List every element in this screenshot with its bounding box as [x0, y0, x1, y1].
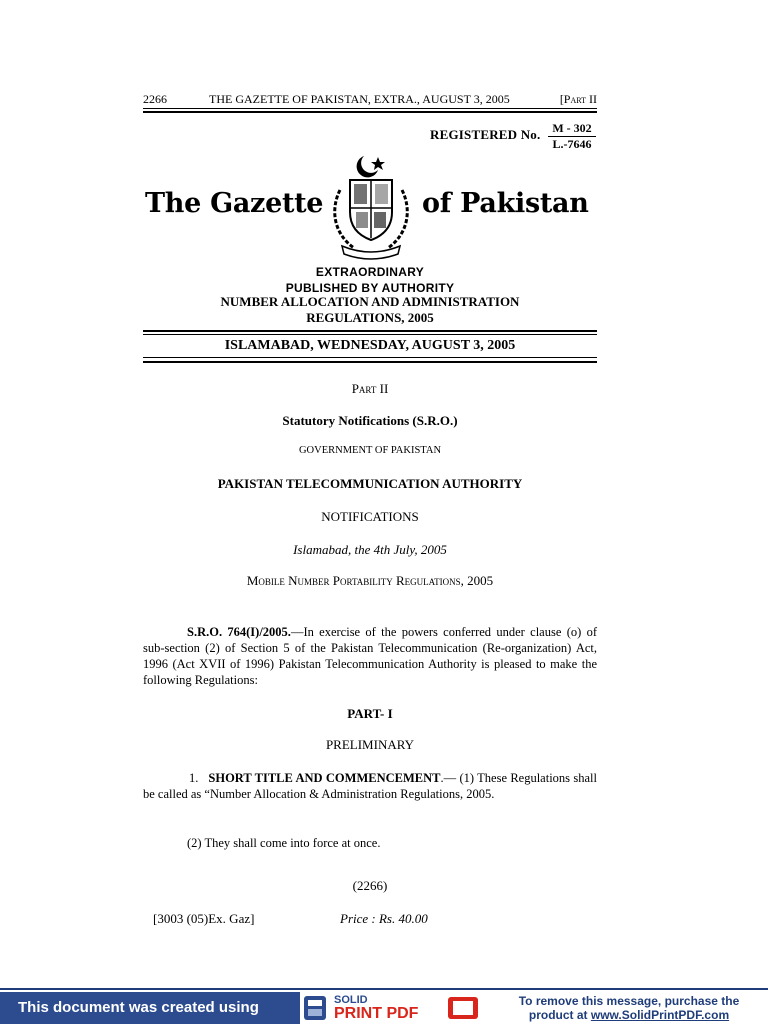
masthead-right: of Pakistan [422, 188, 589, 219]
notifications-heading: NOTIFICATIONS [321, 509, 419, 524]
regulation-title: Mobile Number Portability Regulations, 2005 [246, 573, 494, 588]
dateline: ISLAMABAD, WEDNESDAY, AUGUST 3, 2005 [224, 338, 516, 353]
place-date: Islamabad, the 4th July, 2005 [293, 542, 447, 557]
logo-top-text: SOLID [334, 994, 368, 1006]
part-heading: Part II [351, 381, 389, 396]
subject-line-1: NUMBER ALLOCATION AND ADMINISTRATION [220, 294, 520, 309]
published-label: PUBLISHED BY AUTHORITY [285, 281, 455, 295]
running-title: THE GAZETTE OF PAKISTAN, EXTRA., AUGUST 3, 2005 [209, 92, 510, 106]
watermark-right-line-2 [490, 1008, 768, 1022]
registration-number-bottom: L.-7646 [552, 137, 592, 151]
registration-number-top: M - 302 [548, 121, 596, 137]
dateline-rule-top [143, 330, 597, 332]
page-reference: (2266) [352, 878, 388, 893]
watermark-banner [0, 988, 768, 1026]
watermark-right-line-1: To remove this message, purchase the [518, 994, 740, 1008]
price: Price : Rs. 40.00 [340, 911, 428, 926]
masthead-left: The Gazette [145, 188, 324, 219]
subject-line-2: REGULATIONS, 2005 [306, 310, 434, 325]
page-number: 2266 [143, 92, 167, 106]
sro-label: S.R.O. 764(I)/2005. [187, 625, 291, 639]
clause-1-text: .— (1) These Regulations shall be called as “Number Allocation & Administration Regulations, 2005. [143, 771, 597, 801]
part-one-heading: PART- I [347, 706, 393, 721]
registration-number [548, 121, 596, 152]
dateline-rule-bottom [143, 361, 597, 363]
logo-bottom-text: PRINT PDF [334, 1005, 419, 1022]
registered-label: REGISTERED No. [430, 127, 541, 142]
dateline-rule-top-thin [143, 334, 597, 335]
header-rule-thick [143, 111, 597, 113]
clause-2-paragraph: (2) They shall come into force at once. [187, 836, 381, 850]
clause-1-paragraph [143, 770, 597, 802]
clause-1-number: 1. [189, 771, 199, 785]
watermark-left-text: This document was created using [0, 992, 300, 1024]
watermark-right-prefix: product at [528, 1008, 591, 1022]
extraordinary-label: EXTRAORDINARY [315, 265, 425, 279]
dateline-rule-bottom-thin [143, 357, 597, 358]
watermark-right-text [490, 992, 768, 1026]
preliminary-heading: PRELIMINARY [325, 737, 415, 752]
sro-paragraph [143, 624, 597, 688]
running-part: [Part II [559, 92, 597, 106]
statutory-heading: Statutory Notifications (S.R.O.) [282, 413, 458, 428]
header-rule [143, 108, 597, 109]
state-emblem-icon [328, 150, 414, 262]
clause-1-heading: SHORT TITLE AND COMMENCEMENT [208, 771, 441, 785]
gazette-reference: [3003 (05)Ex. Gaz] [153, 911, 255, 926]
solidprint-link[interactable]: www.SolidPrintPDF.com [590, 1008, 730, 1022]
authority-heading: PAKISTAN TELECOMMUNICATION AUTHORITY [217, 476, 523, 491]
solidprint-logo [300, 992, 490, 1024]
sro-text: —In exercise of the powers conferred under clause (o) of sub-section (2) of Section 5 of the Pakistan Telecommunication (Re-organization) Act, 1996 (Act XVII of 1996) Pakistan Telecommunication Authority is pleased to make the following Regulations: [143, 625, 597, 687]
government-heading: GOVERNMENT OF PAKISTAN [298, 445, 442, 456]
